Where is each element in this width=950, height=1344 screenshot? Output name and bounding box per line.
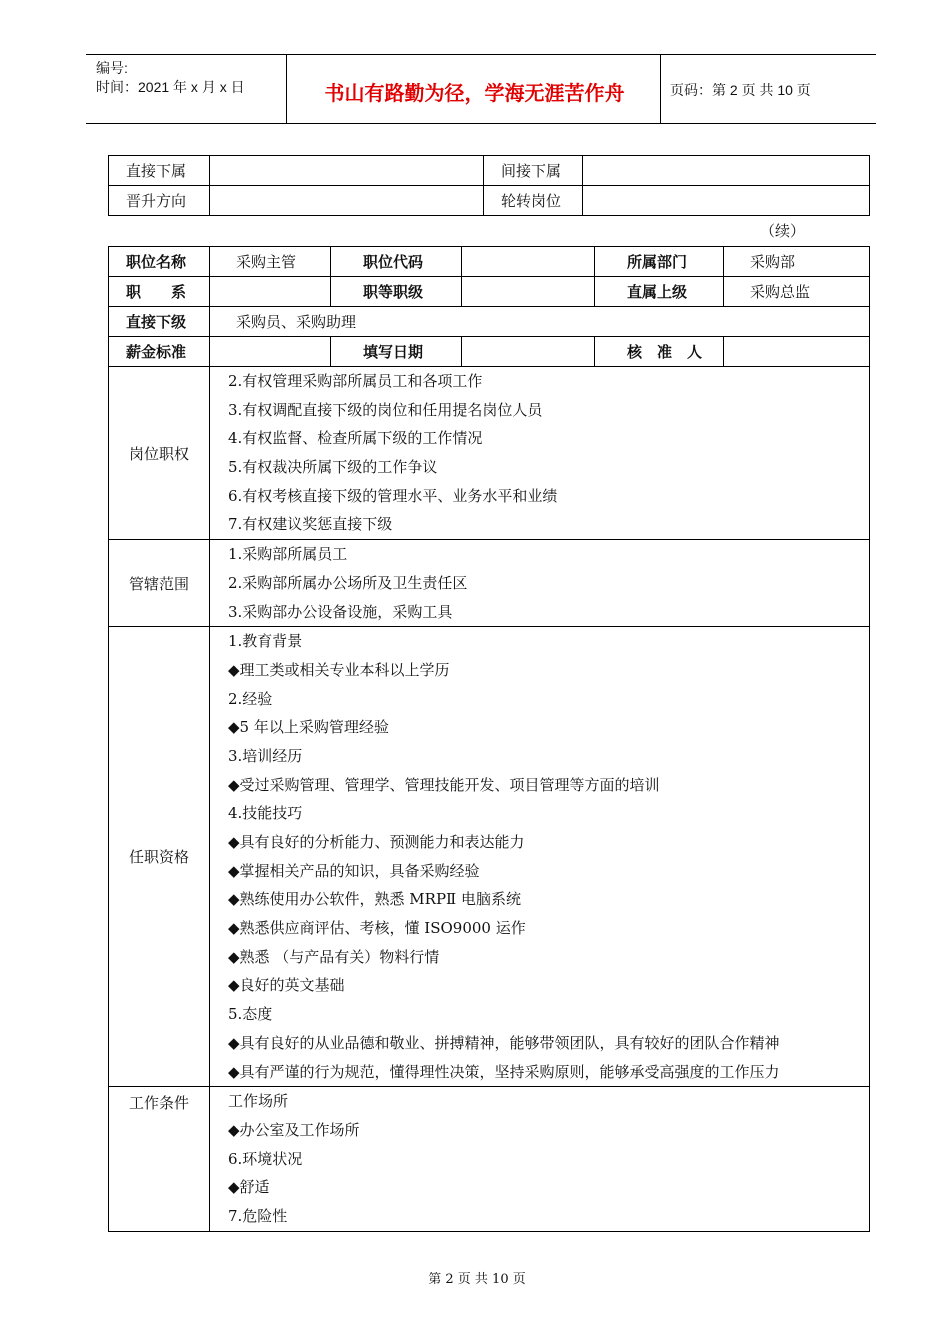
list-item: 3.有权调配直接下级的岗位和任用提名岗位人员 [228, 400, 543, 419]
table-row [109, 186, 870, 216]
table-row [109, 1087, 870, 1231]
qualification-list [210, 627, 870, 1087]
position-name-label: 职位名称 [109, 247, 210, 277]
list-item: ◆良好的英文基础 [228, 976, 345, 995]
header-divider [286, 55, 287, 123]
list-item: ◆熟悉供应商评估、考核，懂 ISO9000 运作 [228, 919, 526, 938]
list-item: 2.经验 [228, 689, 273, 708]
rotation-value [583, 186, 870, 216]
list-item: 6.环境状况 [228, 1149, 303, 1168]
header-page-info: 页码：第 2 页 共 10 页 [670, 82, 811, 98]
grade-value [462, 277, 595, 307]
table-row [109, 627, 870, 1087]
list-item: 7.危险性 [228, 1206, 288, 1225]
list-item: ◆熟练使用办公软件，熟悉 MRPⅡ 电脑系统 [228, 890, 522, 909]
qualification-label: 任职资格 [109, 627, 210, 1087]
list-item: 3.培训经历 [228, 746, 303, 765]
list-item: 7.有权建议奖惩直接下级 [228, 515, 393, 534]
list-item: ◆舒适 [228, 1178, 270, 1197]
header-meta [96, 59, 245, 97]
list-item: 4.技能技巧 [228, 804, 303, 823]
superior-value: 采购总监 [724, 277, 870, 307]
position-code-label: 职位代码 [331, 247, 462, 277]
list-item: ◆掌握相关产品的知识，具备采购经验 [228, 861, 480, 880]
table-row [109, 337, 870, 367]
position-code-value [462, 247, 595, 277]
table-row [109, 277, 870, 307]
time-label: 时间：2021 年 x 月 x 日 [96, 79, 245, 95]
approver-value [724, 337, 870, 367]
conditions-list [210, 1087, 870, 1231]
superior-label: 直属上级 [595, 277, 724, 307]
list-item: ◆理工类或相关专业本科以上学历 [228, 660, 450, 679]
list-item: 6.有权考核直接下级的管理水平、业务水平和业绩 [228, 486, 558, 505]
serial-label: 编号: [96, 60, 128, 76]
table-row [109, 367, 870, 540]
list-item: ◆5 年以上采购管理经验 [228, 718, 389, 737]
table-row [109, 247, 870, 277]
rotation-label: 轮转岗位 [484, 186, 583, 216]
series-label: 职 系 [109, 277, 210, 307]
salary-label: 薪金标准 [109, 337, 210, 367]
list-item: 2.有权管理采购部所属员工和各项工作 [228, 372, 483, 390]
header-divider [660, 55, 661, 123]
authority-label: 岗位职权 [109, 367, 210, 540]
fill-date-label: 填写日期 [331, 337, 462, 367]
promotion-label: 晋升方向 [109, 186, 210, 216]
conditions-label: 工作条件 [109, 1087, 210, 1231]
subordinate-label: 直接下级 [109, 307, 210, 337]
table-row [109, 156, 870, 186]
scope-label: 管辖范围 [109, 540, 210, 627]
header-motto: 书山有路勤为径，学海无涯苦作舟 [324, 81, 625, 105]
list-item: ◆具有良好的分析能力、预测能力和表达能力 [228, 833, 525, 851]
list-item: 工作场所 [228, 1092, 289, 1111]
position-table [108, 246, 870, 1232]
grade-label: 职等职级 [331, 277, 462, 307]
list-item: 2.采购部所属办公场所及卫生责任区 [228, 573, 468, 592]
dept-value: 采购部 [724, 247, 870, 277]
indirect-subordinate-value [583, 156, 870, 186]
page-header [86, 54, 876, 124]
fill-date-value [462, 337, 595, 367]
dept-label: 所属部门 [595, 247, 724, 277]
list-item: ◆办公室及工作场所 [228, 1120, 360, 1139]
position-name-value: 采购主管 [210, 247, 331, 277]
authority-list [210, 367, 870, 540]
salary-value [210, 337, 331, 367]
list-item: 4.有权监督、检查所属下级的工作情况 [228, 429, 483, 448]
direct-subordinate-value [210, 156, 484, 186]
subordinate-table [108, 155, 870, 216]
list-item: ◆受过采购管理、管理学、管理技能开发、项目管理等方面的培训 [228, 775, 660, 794]
table-row [109, 307, 870, 337]
indirect-subordinate-label: 间接下属 [484, 156, 583, 186]
list-item: ◆具有良好的从业品德和敬业、拼搏精神，能够带领团队，具有较好的团队合作精神 [228, 1033, 780, 1052]
continued-label: （续） [760, 222, 806, 240]
table-row [109, 540, 870, 627]
list-item: ◆熟悉 （与产品有关）物料行情 [228, 947, 440, 966]
promotion-value [210, 186, 484, 216]
list-item: 1.教育背景 [228, 632, 303, 651]
list-item: ◆具有严谨的行为规范，懂得理性决策，坚持采购原则，能够承受高强度的工作压力 [228, 1062, 780, 1081]
series-value [210, 277, 331, 307]
list-item: 3.采购部办公设备设施，采购工具 [228, 602, 453, 621]
page-footer: 第 2 页 共 10 页 [428, 1272, 526, 1287]
subordinate-value: 采购员、采购助理 [210, 307, 870, 337]
scope-list [210, 540, 870, 627]
list-item: 5.态度 [228, 1005, 273, 1024]
approver-label: 核 准 人 [595, 337, 724, 367]
list-item: 5.有权裁决所属下级的工作争议 [228, 458, 438, 477]
list-item: 1.采购部所属员工 [228, 545, 348, 564]
direct-subordinate-label: 直接下属 [109, 156, 210, 186]
